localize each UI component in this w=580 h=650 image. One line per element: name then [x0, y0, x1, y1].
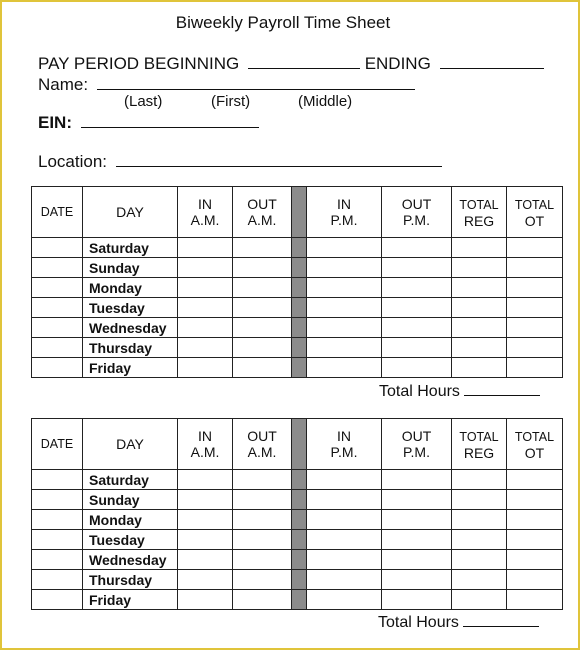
total-ot-cell[interactable]	[507, 490, 563, 510]
lunch-divider	[292, 238, 307, 258]
total-ot-header-line-2: OT	[524, 444, 545, 461]
out-am-header-line-2: A.M.	[247, 212, 277, 228]
lunch-divider	[292, 338, 307, 358]
out-pm-cell[interactable]	[382, 318, 452, 338]
total-ot-cell[interactable]	[507, 590, 563, 610]
date-header-line-1: DATE	[40, 437, 74, 451]
table-row	[32, 590, 563, 610]
total-ot-cell[interactable]	[507, 298, 563, 318]
in-am-header-line-2: A.M.	[190, 444, 220, 460]
pay-period-label: PAY PERIOD BEGINNING	[38, 54, 240, 73]
lunch-divider	[292, 490, 307, 510]
total-hours-label: Total Hours	[379, 383, 460, 400]
day-cell: Wednesday	[83, 550, 178, 570]
day-header-line-1: DAY	[116, 204, 144, 220]
in-pm-cell[interactable]	[307, 238, 382, 258]
location-row	[38, 151, 442, 172]
lunch-divider	[292, 187, 307, 238]
in-am-header	[178, 187, 233, 238]
header-row	[32, 419, 563, 470]
total-reg-header-line-2: REG	[463, 212, 495, 229]
out-pm-cell[interactable]	[382, 550, 452, 570]
day-header	[83, 419, 178, 470]
day-cell: Friday	[83, 590, 178, 610]
total-reg-cell[interactable]	[452, 510, 507, 530]
total-ot-cell[interactable]	[507, 278, 563, 298]
in-pm-cell[interactable]	[307, 510, 382, 530]
out-am-header-line-2: A.M.	[247, 444, 277, 460]
total-ot-cell[interactable]	[507, 238, 563, 258]
date-header	[32, 419, 83, 470]
week-2-table	[31, 418, 563, 610]
total-reg-header	[452, 419, 507, 470]
name-last-hint: (Last)	[124, 93, 163, 110]
day-cell: Saturday	[83, 238, 178, 258]
lunch-divider	[292, 358, 307, 378]
out-am-cell[interactable]	[233, 530, 292, 550]
name-middle-hint: (Middle)	[298, 93, 353, 110]
date-cell[interactable]	[32, 510, 83, 530]
ein-row	[38, 112, 259, 133]
out-am-cell[interactable]	[233, 550, 292, 570]
in-am-cell[interactable]	[178, 530, 233, 550]
out-pm-cell[interactable]	[382, 358, 452, 378]
total-reg-header	[452, 187, 507, 238]
total-ot-cell[interactable]	[507, 338, 563, 358]
week-1-total-hours	[379, 381, 540, 401]
in-pm-header	[307, 419, 382, 470]
total-ot-header	[507, 187, 563, 238]
in-pm-cell[interactable]	[307, 258, 382, 278]
out-pm-cell[interactable]	[382, 258, 452, 278]
out-am-cell[interactable]	[233, 238, 292, 258]
lunch-divider	[292, 278, 307, 298]
out-pm-cell[interactable]	[382, 490, 452, 510]
total-ot-cell[interactable]	[507, 530, 563, 550]
in-am-cell[interactable]	[178, 550, 233, 570]
out-pm-cell[interactable]	[382, 470, 452, 490]
lunch-divider	[292, 298, 307, 318]
week-2-total-hours-field[interactable]	[463, 612, 539, 627]
day-cell: Sunday	[83, 258, 178, 278]
day-cell: Monday	[83, 510, 178, 530]
out-pm-cell[interactable]	[382, 278, 452, 298]
in-am-cell[interactable]	[178, 298, 233, 318]
total-reg-header-line-1: TOTAL	[459, 197, 499, 212]
table-row	[32, 338, 563, 358]
out-am-cell[interactable]	[233, 338, 292, 358]
location-field[interactable]	[116, 151, 442, 167]
lunch-divider	[292, 419, 307, 470]
date-header	[32, 187, 83, 238]
in-pm-cell[interactable]	[307, 530, 382, 550]
lunch-divider	[292, 590, 307, 610]
total-reg-cell[interactable]	[452, 338, 507, 358]
lunch-divider	[292, 318, 307, 338]
total-ot-cell[interactable]	[507, 358, 563, 378]
in-am-header-line-1: IN	[198, 428, 212, 444]
lunch-divider	[292, 550, 307, 570]
table-row	[32, 530, 563, 550]
name-label: Name:	[38, 75, 89, 94]
date-cell[interactable]	[32, 278, 83, 298]
in-pm-cell[interactable]	[307, 278, 382, 298]
out-am-cell[interactable]	[233, 298, 292, 318]
day-cell: Saturday	[83, 470, 178, 490]
day-cell: Tuesday	[83, 530, 178, 550]
out-pm-cell[interactable]	[382, 570, 452, 590]
out-am-header-line-1: OUT	[247, 196, 277, 212]
out-am-cell[interactable]	[233, 490, 292, 510]
total-reg-cell[interactable]	[452, 550, 507, 570]
out-pm-header	[382, 187, 452, 238]
in-pm-cell[interactable]	[307, 338, 382, 358]
in-am-cell[interactable]	[178, 238, 233, 258]
total-ot-header-line-2: OT	[524, 212, 545, 229]
out-am-cell[interactable]	[233, 510, 292, 530]
out-pm-cell[interactable]	[382, 510, 452, 530]
date-cell[interactable]	[32, 238, 83, 258]
in-pm-cell[interactable]	[307, 298, 382, 318]
out-am-header-line-1: OUT	[247, 428, 277, 444]
total-hours-label: Total Hours	[378, 614, 459, 631]
out-pm-header-line-1: OUT	[401, 428, 432, 444]
name-field[interactable]	[97, 74, 415, 90]
location-label: Location:	[38, 152, 107, 171]
out-pm-cell[interactable]	[382, 338, 452, 358]
total-ot-cell[interactable]	[507, 550, 563, 570]
out-pm-cell[interactable]	[382, 530, 452, 550]
in-pm-cell[interactable]	[307, 490, 382, 510]
pay-period-begin-field[interactable]	[248, 53, 360, 69]
in-am-cell[interactable]	[178, 318, 233, 338]
date-cell[interactable]	[32, 530, 83, 550]
table-row	[32, 470, 563, 490]
in-am-cell[interactable]	[178, 590, 233, 610]
out-am-cell[interactable]	[233, 570, 292, 590]
total-reg-cell[interactable]	[452, 490, 507, 510]
total-reg-cell[interactable]	[452, 358, 507, 378]
day-cell: Wednesday	[83, 318, 178, 338]
out-pm-header	[382, 419, 452, 470]
total-reg-cell[interactable]	[452, 238, 507, 258]
week-1-total-hours-field[interactable]	[464, 381, 540, 396]
total-reg-cell[interactable]	[452, 318, 507, 338]
in-pm-cell[interactable]	[307, 358, 382, 378]
out-am-cell[interactable]	[233, 470, 292, 490]
pay-period-row	[38, 53, 544, 74]
in-am-header-line-2: A.M.	[190, 212, 220, 228]
table-row	[32, 358, 563, 378]
out-am-header	[233, 419, 292, 470]
in-am-cell[interactable]	[178, 338, 233, 358]
in-am-header-line-1: IN	[198, 196, 212, 212]
in-am-cell[interactable]	[178, 490, 233, 510]
total-reg-cell[interactable]	[452, 590, 507, 610]
total-reg-cell[interactable]	[452, 278, 507, 298]
out-am-cell[interactable]	[233, 278, 292, 298]
total-reg-cell[interactable]	[452, 470, 507, 490]
in-am-cell[interactable]	[178, 510, 233, 530]
table-row	[32, 238, 563, 258]
name-row	[38, 74, 415, 95]
week-2-total-hours	[378, 612, 539, 632]
in-am-cell[interactable]	[178, 470, 233, 490]
date-cell[interactable]	[32, 490, 83, 510]
date-header-line-1: DATE	[40, 205, 74, 219]
date-cell[interactable]	[32, 358, 83, 378]
out-am-cell[interactable]	[233, 318, 292, 338]
date-cell[interactable]	[32, 338, 83, 358]
total-reg-cell[interactable]	[452, 298, 507, 318]
pay-period-end-field[interactable]	[440, 53, 544, 69]
lunch-divider	[292, 510, 307, 530]
week-1-table	[31, 186, 563, 378]
table-row	[32, 570, 563, 590]
in-am-cell[interactable]	[178, 258, 233, 278]
day-cell: Sunday	[83, 490, 178, 510]
in-am-header	[178, 419, 233, 470]
in-am-cell[interactable]	[178, 570, 233, 590]
day-cell: Monday	[83, 278, 178, 298]
total-ot-header	[507, 419, 563, 470]
total-ot-cell[interactable]	[507, 570, 563, 590]
ein-field[interactable]	[81, 112, 259, 128]
lunch-divider	[292, 258, 307, 278]
table-row	[32, 298, 563, 318]
total-ot-cell[interactable]	[507, 470, 563, 490]
lunch-divider	[292, 530, 307, 550]
table-row	[32, 550, 563, 570]
total-reg-cell[interactable]	[452, 570, 507, 590]
date-cell[interactable]	[32, 470, 83, 490]
total-ot-header-line-1: TOTAL	[514, 429, 555, 444]
out-am-cell[interactable]	[233, 258, 292, 278]
out-pm-header-line-2: P.M.	[403, 444, 430, 460]
date-cell[interactable]	[32, 318, 83, 338]
lunch-divider	[292, 570, 307, 590]
day-cell: Thursday	[83, 570, 178, 590]
total-reg-cell[interactable]	[452, 258, 507, 278]
day-cell: Friday	[83, 358, 178, 378]
out-pm-header-line-2: P.M.	[403, 212, 430, 228]
total-ot-cell[interactable]	[507, 258, 563, 278]
out-pm-cell[interactable]	[382, 298, 452, 318]
out-pm-header-line-1: OUT	[401, 196, 432, 212]
day-cell: Thursday	[83, 338, 178, 358]
date-cell[interactable]	[32, 258, 83, 278]
out-pm-cell[interactable]	[382, 590, 452, 610]
table-row	[32, 278, 563, 298]
in-pm-header-line-1: IN	[337, 428, 351, 444]
date-cell[interactable]	[32, 550, 83, 570]
in-pm-header-line-1: IN	[337, 196, 351, 212]
total-ot-cell[interactable]	[507, 510, 563, 530]
page-title: Biweekly Payroll Time Sheet	[175, 13, 391, 32]
out-am-header	[233, 187, 292, 238]
day-header	[83, 187, 178, 238]
in-pm-header	[307, 187, 382, 238]
date-cell[interactable]	[32, 590, 83, 610]
in-pm-cell[interactable]	[307, 318, 382, 338]
total-ot-header-line-1: TOTAL	[514, 197, 555, 212]
total-reg-header-line-2: REG	[463, 444, 495, 461]
in-pm-cell[interactable]	[307, 570, 382, 590]
ein-label: EIN:	[38, 113, 72, 132]
total-reg-header-line-1: TOTAL	[459, 429, 499, 444]
in-pm-cell[interactable]	[307, 470, 382, 490]
name-first-hint: (First)	[211, 93, 251, 110]
table-row	[32, 258, 563, 278]
in-am-cell[interactable]	[178, 358, 233, 378]
in-pm-cell[interactable]	[307, 550, 382, 570]
lunch-divider	[292, 470, 307, 490]
out-pm-cell[interactable]	[382, 238, 452, 258]
day-header-line-1: DAY	[116, 436, 144, 452]
day-cell: Tuesday	[83, 298, 178, 318]
in-pm-header-line-2: P.M.	[330, 212, 358, 228]
date-cell[interactable]	[32, 298, 83, 318]
in-pm-header-line-2: P.M.	[330, 444, 358, 460]
table-row	[32, 490, 563, 510]
out-am-cell[interactable]	[233, 590, 292, 610]
header-row	[32, 187, 563, 238]
table-row	[32, 318, 563, 338]
total-reg-cell[interactable]	[452, 530, 507, 550]
date-cell[interactable]	[32, 570, 83, 590]
in-pm-cell[interactable]	[307, 590, 382, 610]
out-am-cell[interactable]	[233, 358, 292, 378]
table-row	[32, 510, 563, 530]
total-ot-cell[interactable]	[507, 318, 563, 338]
ending-label: ENDING	[364, 54, 431, 73]
in-am-cell[interactable]	[178, 278, 233, 298]
